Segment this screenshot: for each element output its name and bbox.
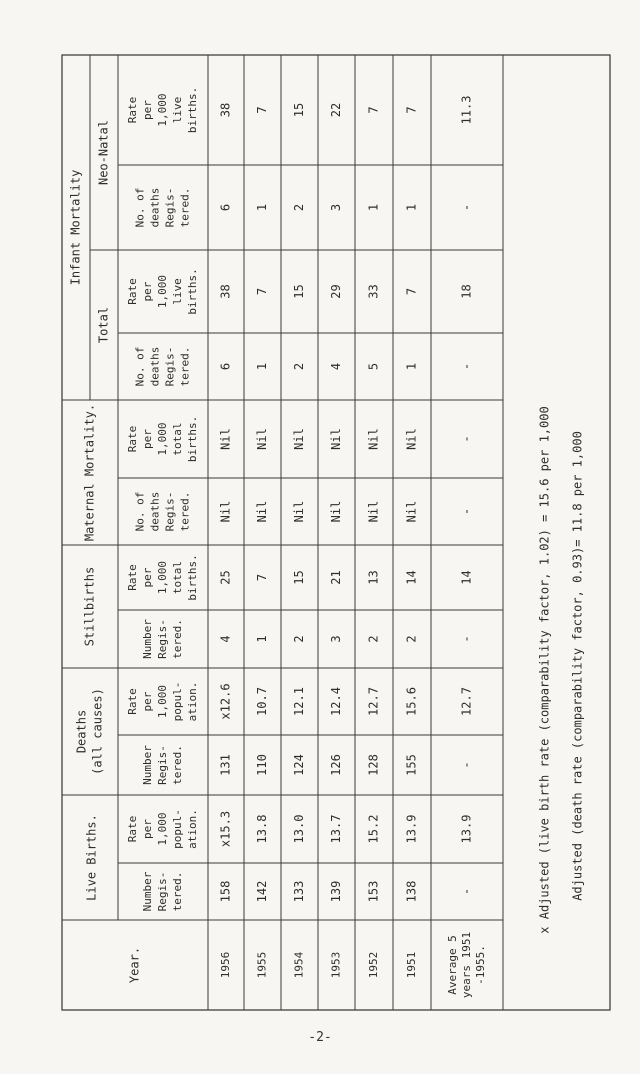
cell-mm_rate: Nil: [366, 428, 381, 450]
cell-d_num: 110: [255, 754, 269, 776]
group-infant-total: Total: [96, 306, 111, 344]
col-header-nn_num: deaths: [148, 187, 162, 228]
cell-nn_rate: 22: [329, 102, 343, 118]
cell-year: Average 5: [446, 935, 459, 995]
cell-sb_rate: 21: [329, 570, 343, 585]
cell-d_rate: 12.7: [366, 687, 381, 716]
cell-mm_rate: Nil: [329, 428, 343, 450]
col-header-d_rate: 1,000: [156, 684, 169, 719]
col-header-mm_rate: Rate: [126, 425, 139, 453]
col-header-nn_rate: per: [141, 100, 154, 120]
cell-it_num: 2: [292, 362, 306, 371]
cell-lb_num: 142: [255, 880, 269, 903]
cell-nn_num: 1: [404, 203, 419, 212]
cell-d_num: -: [459, 761, 474, 769]
col-header-sb_num: Regis-: [156, 619, 169, 659]
cell-mm_num: Nil: [366, 500, 381, 523]
group-neo-natal: Neo-Natal: [96, 119, 111, 186]
cell-sb_num: 4: [218, 635, 233, 643]
cell-d_num: 131: [218, 754, 233, 776]
cell-lb_num: 153: [366, 880, 381, 903]
col-header-d_num: tered.: [171, 745, 184, 785]
cell-year: years 1951: [460, 931, 473, 999]
cell-it_rate: 29: [329, 284, 343, 299]
cell-sb_num: 1: [255, 635, 269, 643]
col-header-d_num: Regis-: [156, 745, 169, 785]
cell-lb_num: 139: [329, 880, 343, 903]
cell-sb_num: 2: [366, 635, 381, 643]
col-header-lb_rate: popul-: [171, 809, 184, 849]
cell-d_rate: 12.1: [292, 687, 306, 716]
col-header-lb_num: Number: [141, 871, 154, 912]
col-header-mm_num: No. of: [133, 491, 147, 532]
col-header-it_rate: 1,000: [156, 274, 169, 309]
cell-d_num: 155: [404, 754, 419, 776]
cell-it_num: 5: [366, 362, 381, 371]
cell-it_num: 6: [218, 362, 233, 371]
group-maternal-mortality: Maternal Mortality.: [82, 403, 97, 542]
col-header-it_num: deaths: [148, 346, 162, 387]
col-header-sb_num: tered.: [171, 619, 184, 659]
group-live-births: Live Births.: [84, 814, 99, 901]
col-header-nn_num: Regis-: [163, 187, 177, 228]
cell-sb_num: 3: [329, 635, 343, 643]
col-header-d_rate: per: [141, 691, 154, 712]
group-deaths: (all causes): [90, 688, 105, 775]
cell-mm_num: Nil: [292, 500, 306, 523]
cell-d_rate: 10.7: [255, 687, 269, 716]
col-header-nn_num: tered.: [178, 187, 192, 228]
cell-it_rate: 33: [366, 284, 381, 299]
cell-d_rate: x12.6: [218, 683, 233, 720]
col-header-it_rate: per: [141, 281, 154, 302]
col-header-lb_rate: Rate: [126, 815, 139, 843]
group-stillbirths: Stillbirths: [82, 566, 97, 647]
cell-year: 1953: [329, 951, 343, 979]
cell-it_rate: 7: [255, 287, 269, 296]
col-header-nn_num: No. of: [133, 187, 147, 228]
col-header-it_num: Regis-: [163, 346, 177, 387]
col-header-it_num: No. of: [133, 346, 147, 387]
cell-year: 1955: [255, 951, 269, 979]
cell-nn_num: 2: [292, 203, 306, 212]
cell-nn_num: -: [459, 203, 474, 212]
col-header-sb_rate: total: [171, 560, 184, 595]
col-header-sb_rate: per: [141, 567, 154, 588]
cell-year: 1954: [292, 951, 306, 979]
cell-mm_rate: -: [459, 435, 474, 443]
col-header-it_num: tered.: [178, 346, 192, 387]
cell-year: 1956: [219, 951, 232, 979]
col-header-year: Year.: [127, 946, 142, 984]
col-header-nn_rate: 1,000: [156, 93, 169, 127]
cell-nn_rate: 11.3: [459, 95, 474, 125]
cell-it_num: 1: [404, 362, 419, 371]
cell-mm_rate: Nil: [404, 428, 419, 450]
cell-mm_rate: Nil: [292, 428, 306, 450]
col-header-nn_rate: live: [171, 96, 184, 124]
col-header-mm_num: tered.: [178, 491, 192, 532]
cell-lb_rate: 13.9: [404, 814, 419, 844]
cell-year: 1952: [367, 951, 380, 979]
col-header-mm_rate: total: [171, 422, 184, 456]
col-header-sb_rate: 1,000: [156, 560, 169, 595]
col-header-nn_rate: Rate: [126, 96, 139, 124]
group-infant-mortality: Infant Mortality: [68, 169, 83, 286]
cell-d_rate: 12.4: [329, 687, 343, 716]
cell-nn_num: 1: [366, 203, 381, 212]
col-header-mm_rate: per: [141, 429, 154, 449]
col-header-lb_num: Regis-: [156, 871, 169, 912]
cell-nn_num: 1: [255, 203, 269, 212]
cell-it_rate: 15: [292, 284, 306, 299]
col-header-it_rate: live: [171, 278, 184, 305]
cell-nn_rate: 7: [366, 106, 381, 114]
cell-sb_rate: 13: [366, 570, 381, 585]
cell-d_num: 124: [292, 754, 306, 776]
col-header-d_rate: Rate: [126, 688, 139, 715]
cell-lb_rate: 13.7: [329, 814, 343, 844]
col-header-mm_rate: 1,000: [156, 422, 169, 456]
cell-lb_rate: 13.8: [255, 814, 269, 844]
cell-nn_num: 3: [329, 203, 343, 212]
cell-it_num: 1: [255, 362, 269, 371]
cell-it_num: 4: [329, 362, 343, 371]
cell-mm_num: Nil: [255, 500, 269, 523]
cell-mm_rate: Nil: [255, 428, 269, 450]
col-header-mm_num: deaths: [148, 491, 162, 532]
cell-sb_num: -: [459, 635, 474, 643]
cell-d_rate: 15.6: [404, 687, 419, 716]
cell-sb_rate: 14: [404, 570, 419, 585]
cell-nn_rate: 7: [255, 106, 269, 114]
col-header-sb_rate: births.: [186, 554, 199, 601]
cell-lb_rate: 15.2: [366, 814, 381, 844]
cell-sb_rate: 14: [459, 570, 474, 585]
col-header-mm_num: Regis-: [163, 491, 177, 532]
cell-nn_rate: 7: [404, 106, 419, 114]
footnote-birth-rate: x Adjusted (live birth rate (comparability factor, 1.02) = 15.6 per 1,000: [537, 406, 552, 934]
group-deaths: Deaths: [74, 709, 89, 754]
cell-d_num: 128: [366, 754, 381, 776]
cell-lb_rate: x15.3: [218, 810, 233, 848]
col-header-nn_rate: births.: [186, 86, 199, 134]
col-header-it_rate: births.: [186, 268, 199, 315]
col-header-lb_rate: per: [141, 819, 154, 839]
cell-it_rate: 18: [459, 284, 474, 299]
cell-sb_rate: 7: [255, 573, 269, 582]
cell-it_rate: 7: [404, 287, 419, 296]
cell-mm_rate: Nil: [218, 428, 233, 450]
cell-nn_rate: 38: [218, 102, 233, 118]
col-header-it_rate: Rate: [126, 278, 139, 305]
col-header-lb_rate: 1,000: [156, 812, 169, 846]
cell-mm_num: Nil: [218, 500, 233, 523]
cell-lb_rate: 13.9: [459, 814, 474, 844]
cell-d_rate: 12.7: [459, 687, 474, 716]
page-number: -2-: [308, 1030, 332, 1045]
col-header-sb_num: Number: [141, 619, 154, 659]
cell-d_num: 126: [329, 754, 343, 776]
cell-mm_num: -: [459, 507, 474, 516]
cell-lb_rate: 13.0: [292, 814, 306, 844]
cell-mm_num: Nil: [329, 500, 343, 523]
col-header-sb_rate: Rate: [126, 564, 139, 591]
cell-nn_num: 6: [218, 203, 233, 212]
cell-sb_rate: 15: [292, 570, 306, 585]
cell-it_rate: 38: [218, 284, 233, 299]
cell-lb_num: 158: [218, 880, 233, 903]
cell-year: -1955.: [474, 945, 487, 985]
cell-it_num: -: [459, 362, 474, 371]
cell-sb_rate: 25: [218, 570, 233, 585]
cell-year: 1951: [405, 951, 418, 979]
col-header-d_num: Number: [141, 745, 154, 785]
col-header-lb_rate: ation.: [186, 809, 199, 849]
cell-nn_rate: 15: [292, 102, 306, 118]
col-header-mm_rate: births.: [186, 415, 199, 463]
cell-sb_num: 2: [292, 635, 306, 643]
col-header-d_rate: popul-: [171, 681, 184, 722]
cell-lb_num: -: [459, 887, 474, 896]
cell-lb_num: 133: [292, 880, 306, 903]
col-header-d_rate: ation.: [186, 681, 199, 722]
cell-sb_num: 2: [404, 635, 419, 643]
cell-lb_num: 138: [404, 880, 419, 903]
col-header-lb_num: tered.: [171, 871, 184, 912]
footnote-death-rate: Adjusted (death rate (comparability factor, 0.93)= 11.8 per 1,000: [570, 431, 585, 901]
cell-mm_num: Nil: [404, 500, 419, 523]
